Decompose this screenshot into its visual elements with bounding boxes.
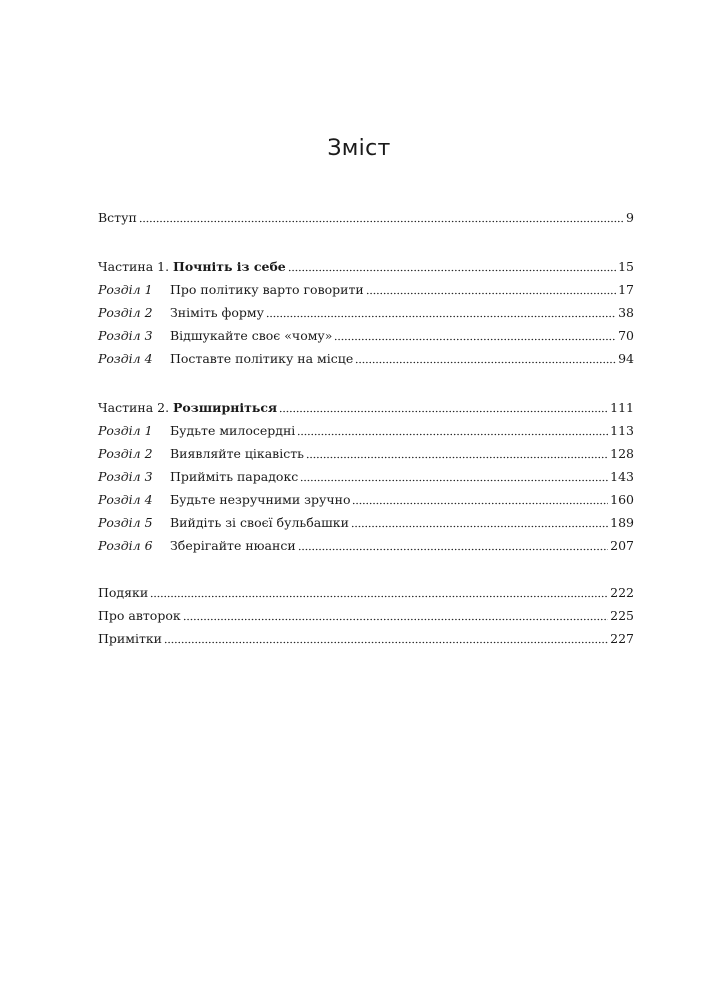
chapter-title: Про політику варто говорити — [170, 282, 364, 297]
toc-chapter[interactable] — [98, 347, 634, 370]
chapter-label: Розділ 1 — [98, 282, 153, 297]
dot-leader — [150, 584, 608, 598]
toc-entry-intro[interactable] — [98, 206, 634, 229]
chapter-label: Розділ 2 — [98, 446, 153, 461]
table-of-contents — [98, 206, 634, 650]
dot-leader — [366, 281, 616, 295]
toc-chapter[interactable] — [98, 534, 634, 557]
dot-leader — [306, 445, 608, 459]
page-number: 222 — [610, 585, 634, 600]
part-name: Почніть із себе — [173, 259, 286, 274]
part-title — [98, 396, 277, 419]
dot-leader — [352, 491, 608, 505]
part-prefix: Частина 2. — [98, 400, 170, 415]
dot-leader — [351, 514, 608, 528]
page-number: 225 — [610, 608, 634, 623]
chapter-label: Розділ 2 — [98, 305, 153, 320]
toc-chapter[interactable] — [98, 442, 634, 465]
toc-part-1[interactable] — [98, 255, 634, 278]
toc-entry-about-authors[interactable] — [98, 604, 634, 627]
chapter-title: Прийміть парадокс — [170, 469, 299, 484]
page-number: 143 — [610, 469, 634, 484]
chapter-title: Виявляйте цікавість — [170, 446, 304, 461]
chapter-label: Розділ 4 — [98, 492, 153, 507]
dot-leader — [266, 304, 616, 318]
toc-chapter[interactable] — [98, 324, 634, 347]
entry-title: Про авторок — [98, 608, 181, 623]
page-number: 38 — [618, 305, 634, 320]
chapter-title: Вийдіть зі своєї бульбашки — [170, 515, 349, 530]
dot-leader — [334, 327, 616, 341]
toc-chapter[interactable] — [98, 419, 634, 442]
entry-title: Примітки — [98, 631, 163, 646]
dot-leader — [300, 468, 608, 482]
dot-leader — [183, 607, 608, 621]
page-number: 94 — [618, 351, 634, 366]
page-number: 113 — [610, 423, 634, 438]
chapter-label: Розділ 4 — [98, 351, 153, 366]
page-number: 160 — [610, 492, 634, 507]
toc-chapter[interactable] — [98, 301, 634, 324]
chapter-label: Розділ 3 — [98, 328, 153, 343]
page-number: 189 — [610, 515, 634, 530]
part-title — [98, 255, 286, 278]
page-number: 70 — [618, 328, 634, 343]
toc-entry-notes[interactable] — [98, 627, 634, 650]
toc-chapter[interactable] — [98, 511, 634, 534]
entry-title: Вступ — [98, 210, 137, 225]
toc-entry-acknowledgements[interactable] — [98, 581, 634, 604]
toc-chapter[interactable] — [98, 465, 634, 488]
dot-leader — [355, 350, 616, 364]
entry-title: Подяки — [98, 585, 149, 600]
dot-leader — [139, 209, 624, 223]
chapter-label: Розділ 3 — [98, 469, 153, 484]
page-number: 207 — [610, 538, 634, 553]
chapter-title: Поставте політику на місце — [170, 351, 354, 366]
page-number: 15 — [618, 259, 634, 274]
page-number: 128 — [610, 446, 634, 461]
page-number: 227 — [610, 631, 634, 646]
dot-leader — [288, 258, 616, 272]
page-title: Зміст — [327, 136, 391, 161]
page-number: 17 — [618, 282, 634, 297]
dot-leader — [164, 630, 608, 644]
dot-leader — [298, 537, 608, 551]
part-prefix: Частина 1. — [98, 259, 170, 274]
chapter-label: Розділ 6 — [98, 538, 153, 553]
chapter-label: Розділ 1 — [98, 423, 153, 438]
toc-chapter[interactable] — [98, 488, 634, 511]
dot-leader — [279, 399, 608, 413]
chapter-title: Будьте милосердні — [170, 423, 296, 438]
toc-chapter[interactable] — [98, 278, 634, 301]
toc-part-2[interactable] — [98, 396, 634, 419]
chapter-title: Будьте незручними зручно — [170, 492, 351, 507]
page-number: 111 — [610, 400, 634, 415]
chapter-title: Відшукайте своє «чому» — [170, 328, 333, 343]
chapter-title: Зніміть форму — [170, 305, 264, 320]
part-name: Розширніться — [173, 400, 278, 415]
chapter-title: Зберігайте нюанси — [170, 538, 296, 553]
chapter-label: Розділ 5 — [98, 515, 153, 530]
page-number: 9 — [626, 210, 634, 225]
dot-leader — [297, 422, 608, 436]
